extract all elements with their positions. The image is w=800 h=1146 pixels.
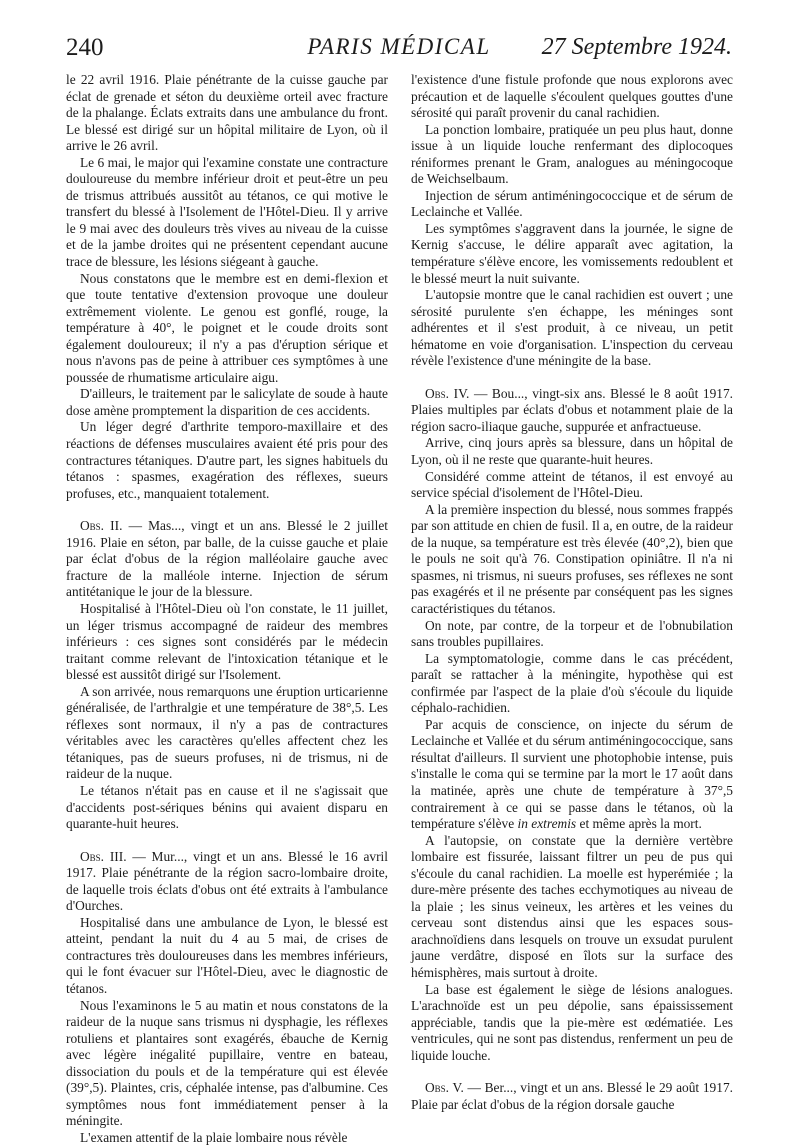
text-run: et même après la mort. <box>576 816 702 832</box>
paragraph: Le tétanos n'était pas en cause et il ne s'agissait que d'accidents post-sériques bénins qui avaient disparu en quarante-huit heures. <box>66 782 388 832</box>
observation-label: Obs. II. <box>80 518 123 534</box>
page-header <box>66 34 732 64</box>
paragraph: Hospitalisé dans une ambulance de Lyon, le blessé est atteint, pendant la nuit du 4 au 5 mai, de crises de contractures très douloureuses dans les membres inférieurs, qui le font évacuer sur l'Hôtel-Dieu, avec le diagnostic de tétanos. <box>66 914 388 996</box>
paragraph: Nous l'examinons le 5 au matin et nous constatons de la raideur de la nuque sans trismus ni dysphagie, les réflexes rotuliens et plantaires sont exagérés, ébauche de Kernig avec légère inégalité pupillaire, ventre en bateau, dissociation du pouls et de la température qui est élevée (39°,5). Plaintes, cris, céphalée intense, pas d'albumine. Ces symptômes nous font immédiatement penser à la méningite. <box>66 997 388 1129</box>
right-column <box>411 72 733 1113</box>
journal-title: PARIS MÉDICAL <box>307 34 491 59</box>
observation-label: Obs. IV. <box>425 385 470 401</box>
paragraph: Les symptômes s'aggravent dans la journée, le signe de Kernig s'accuse, le délire apparaît avec agitation, la température s'élève encore, les vomissements redoublent et le blessé meurt la nuit suivante. <box>411 220 733 286</box>
paragraph: Considéré comme atteint de tétanos, il est envoyé au service spécial d'isolement de l'Hôtel-Dieu. <box>411 468 733 501</box>
paragraph: A l'autopsie, on constate que la dernière vertèbre lombaire est fissurée, laissant filtrer un peu de pus qui s'écoule du canal rachidien. La moelle est hyperémiée ; la dure-mère présente des taches ecchymotiques au niveau de la plaie ; les sinus veineux, les artères et les veines du cerveau sont distendus ainsi que les espaces sous-arachnoïdiens dans lesquels on trouve un exsudat purulent jaune verdâtre, disposé en îlots sur la surface des hémisphères, mais surtout à droite. <box>411 832 733 980</box>
paragraph: l'existence d'une fistule profonde que nous explorons avec précaution et de laquelle s'écoulent quelques gouttes d'une sérosité qui paraît provenir du canal rachidien. <box>411 72 733 121</box>
paragraph: le 22 avril 1916. Plaie pénétrante de la cuisse gauche par éclat de grenade et séton du deuxième orteil avec fracture de la phalange. Éclats extraits dans une ambulance du front. Le blessé est dirigé sur un hôpital militaire de Lyon, où il arrive le 26 avril. <box>66 72 388 154</box>
paragraph: La symptomatologie, comme dans le cas précédent, paraît se rattacher à la méningite, hypothèse qui est confirmée par l'aspect de la plaie d'où s'écoule du liquide céphalo-rachidien. <box>411 650 733 716</box>
paragraph: Le 6 mai, le major qui l'examine constate une contracture douloureuse du membre inférieur droit et peut-être un peu de trismus attribués aussitôt au tétanos, ce qui motive le transfert du blessé à l'Isolement de l'Hôtel-Dieu. Il y arrive le 9 mai avec des douleurs très vives au niveau de la cuisse et de la jambe droites qui ne présentent cependant aucune trace de blessure, les lésions siégeant à gauche. <box>66 154 388 270</box>
paragraph: Un léger degré d'arthrite temporo-maxillaire et des réactions de défenses musculaires avaient été pris pour des contractures tétaniques. D'autre part, les signes habituels du tétanos : spasmes, exagération des réflexes, sueurs profuses, etc., manquaient totalement. <box>66 419 388 501</box>
paragraph: L'examen attentif de la plaie lombaire nous révèle <box>80 1129 348 1145</box>
observation-text: — Mas..., vingt et un ans. Blessé le 2 juillet 1916. Plaie en séton, par balle, de la cuisse gauche et plaie par éclat d'obus de la région malléolaire gauche avec fracture de la malléole interne. Injection de sérum antitétanique le jour de la blessure. <box>66 518 388 600</box>
observation-label: Obs. III. <box>80 848 127 864</box>
observation-text: — Ber..., vingt et un ans. Blessé le 29 août 1917. Plaie par éclat d'obus de la région dorsale gauche <box>411 1080 733 1112</box>
left-column <box>66 72 388 1146</box>
issue-date: 27 Septembre 1924. <box>541 34 732 60</box>
paragraph: Injection de sérum antiméningococcique et de sérum de Leclainche et Vallée. <box>411 187 733 220</box>
italic-phrase: in extremis <box>517 816 577 832</box>
paragraph: Nous constatons que le membre est en demi-flexion et que toute tentative d'extension provoque une douleur extrêmement violente. Le genou est gonflé, rouge, la température à 40°, le poignet et le coude droits sont également douloureux; il n'y a pas d'éruption sérique et nous n'avons pas de peine à attribuer ces symptômes à une poussée de rhumatisme articulaire aigu. <box>66 270 388 385</box>
paragraph: L'autopsie montre que le canal rachidien est ouvert ; une sérosité purulente s'en échappe, les méninges sont adhérentes et il s'est produit, à ce niveau, un petit hématome en voie d'organisation. L'inspection du cerveau révèle l'existence d'une méningite de la base. <box>411 287 733 369</box>
observation-4 <box>411 386 733 436</box>
observation-5 <box>411 1080 733 1113</box>
paragraph: A la première inspection du blessé, nous sommes frappés par son attitude en chien de fusil. Il a, en outre, de la raideur de la nuque, sa température est très élevée (40°,2), bien que le pouls ne soit qu'à 76. Constipation opiniâtre. Il n'a ni spasmes, ni trismus, ni sueurs profuses, ses réflexes ne sont pas exagérés et il ne présente par conséquent pas les signes caractéristiques du tétanos. <box>411 501 733 616</box>
paragraph: Hospitalisé à l'Hôtel-Dieu où l'on constate, le 11 juillet, un léger trismus accompagné de raideur des membres inférieurs : ces signes sont considérés par le médecin traitant comme relevant de l'intoxication tétanique et le blessé est aussitôt dirigé sur l'Isolement. <box>66 600 388 683</box>
observation-2 <box>66 518 388 601</box>
paragraph: D'ailleurs, le traitement par le salicylate de soude à haute dose amène promptement la disparition de ces accidents. <box>66 386 388 418</box>
paragraph: La base est également le siège de lésions analogues. L'arachnoïde est un peu dépolie, sans épaississement appréciable, tandis que la pie-mère est œdématiée. Les ventricules, qui ne sont pas distendus, renferment un peu de liquide louche. <box>411 981 733 1063</box>
paragraph: Arrive, cinq jours après sa blessure, dans un hôpital de Lyon, où il ne reste que quarante-huit heures. <box>411 435 733 468</box>
observation-text: — Bou..., vingt-six ans. Blessé le 8 août 1917. Plaies multiples par éclats d'obus et notamment plaie de la région sacro-iliaque gauche, suppurée et anfractueuse. <box>411 385 734 434</box>
observation-label: Obs. V. <box>425 1080 464 1096</box>
observation-text: — Mur..., vingt et un ans. Blessé le 16 avril 1917. Plaie pénétrante de la région sacro-lombaire droite, de laquelle trois éclats d'obus ont été extraits à l'ambulance d'Ourches. <box>66 848 388 914</box>
paragraph: A son arrivée, nous remarquons une éruption urticarienne généralisée, de l'arthralgie et une température de 38°,5. Les réflexes sont normaux, il n'y a pas de contractures véritables avec les caractères qu'elles affectent chez les tétaniques, pas de sueurs profuses, ni de trismus, ni de raideur de la nuque. <box>66 683 388 782</box>
paragraph <box>411 717 733 833</box>
text-run: Par acquis de conscience, on injecte du sérum de Leclainche et Vallée et du sérum antiméningococcique, sans résultat d'ailleurs. Il survient une photophobie intense, puis s'installe le coma qui se termine par la mort le 17 août dans la matinée, après une chute de température à 37°,5 contrairement à ce qui se passe dans le tétanos, où la température s'élève <box>411 716 733 832</box>
paragraph: On note, par contre, de la torpeur et de l'obnubilation sans troubles pupillaires. <box>411 617 733 650</box>
page-number: 240 <box>66 34 104 61</box>
observation-3 <box>66 849 388 915</box>
paragraph: La ponction lombaire, pratiquée un peu plus haut, donne issue à un liquide louche renfermant des diplocoques réniformes prenant le Gram, analogues au méningocoque de Weichselbaum. <box>411 121 733 187</box>
